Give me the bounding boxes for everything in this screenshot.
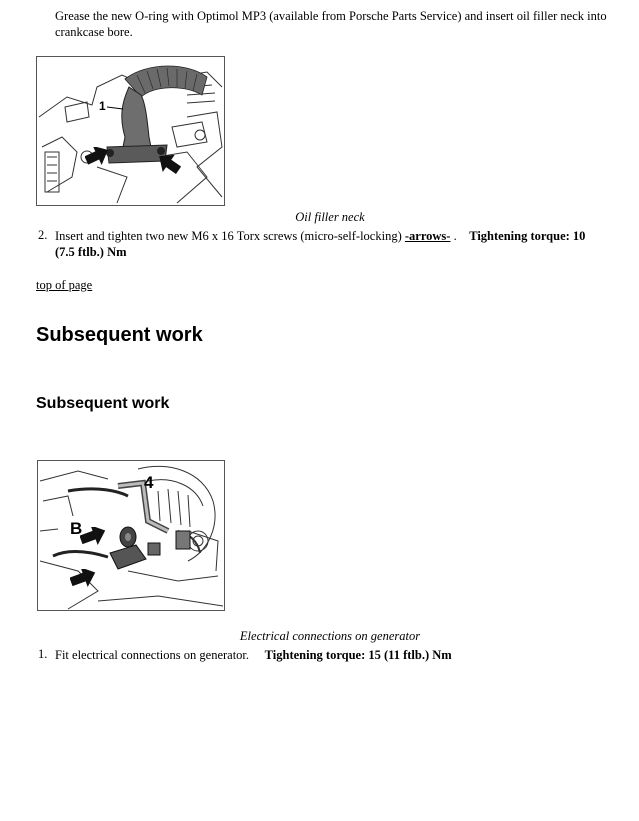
step-2-text — [55, 228, 630, 260]
step-2-instruction: Insert and tighten two new M6 x 16 Torx screws (micro-self-locking) — [55, 229, 402, 243]
generator-connections-figure — [37, 460, 225, 611]
arrow-icon — [80, 527, 106, 552]
subsection-heading: Subsequent work — [36, 395, 170, 412]
arrow-icon — [85, 147, 109, 172]
step-1-text — [55, 647, 630, 663]
tightening-torque: Tightening torque: 10 — [469, 229, 586, 243]
callout-b: B — [70, 519, 83, 538]
step-number: 1. — [38, 647, 48, 661]
figure-caption: Electrical connections on generator — [239, 629, 421, 643]
section-heading: Subsequent work — [36, 324, 203, 346]
intro-paragraph: Grease the new O-ring with Optimol MP3 (available from Porsche Parts Service) and insert oil filler neck into crankcase bore. — [55, 9, 607, 39]
arrows-reference: -arrows- — [404, 229, 451, 243]
step-2-punct: . — [453, 229, 457, 243]
callout-4: 4 — [144, 473, 154, 492]
figure-caption: Oil filler neck — [295, 210, 365, 224]
callout-1: 1 — [99, 99, 106, 113]
oil-filler-neck-figure — [36, 56, 225, 206]
tightening-torque-cont: (7.5 ftlb.) Nm — [55, 245, 127, 259]
arrow-icon — [157, 155, 181, 182]
top-of-page-link[interactable]: top of page — [36, 278, 93, 292]
tightening-torque: Tightening torque: 15 (11 ftlb.) Nm — [264, 648, 452, 662]
generator-connections-illustration — [38, 461, 224, 610]
oil-filler-neck-illustration — [37, 57, 224, 205]
arrow-icon — [70, 569, 96, 594]
step-number: 2. — [38, 228, 48, 242]
step-1-instruction: Fit electrical connections on generator. — [55, 648, 250, 662]
